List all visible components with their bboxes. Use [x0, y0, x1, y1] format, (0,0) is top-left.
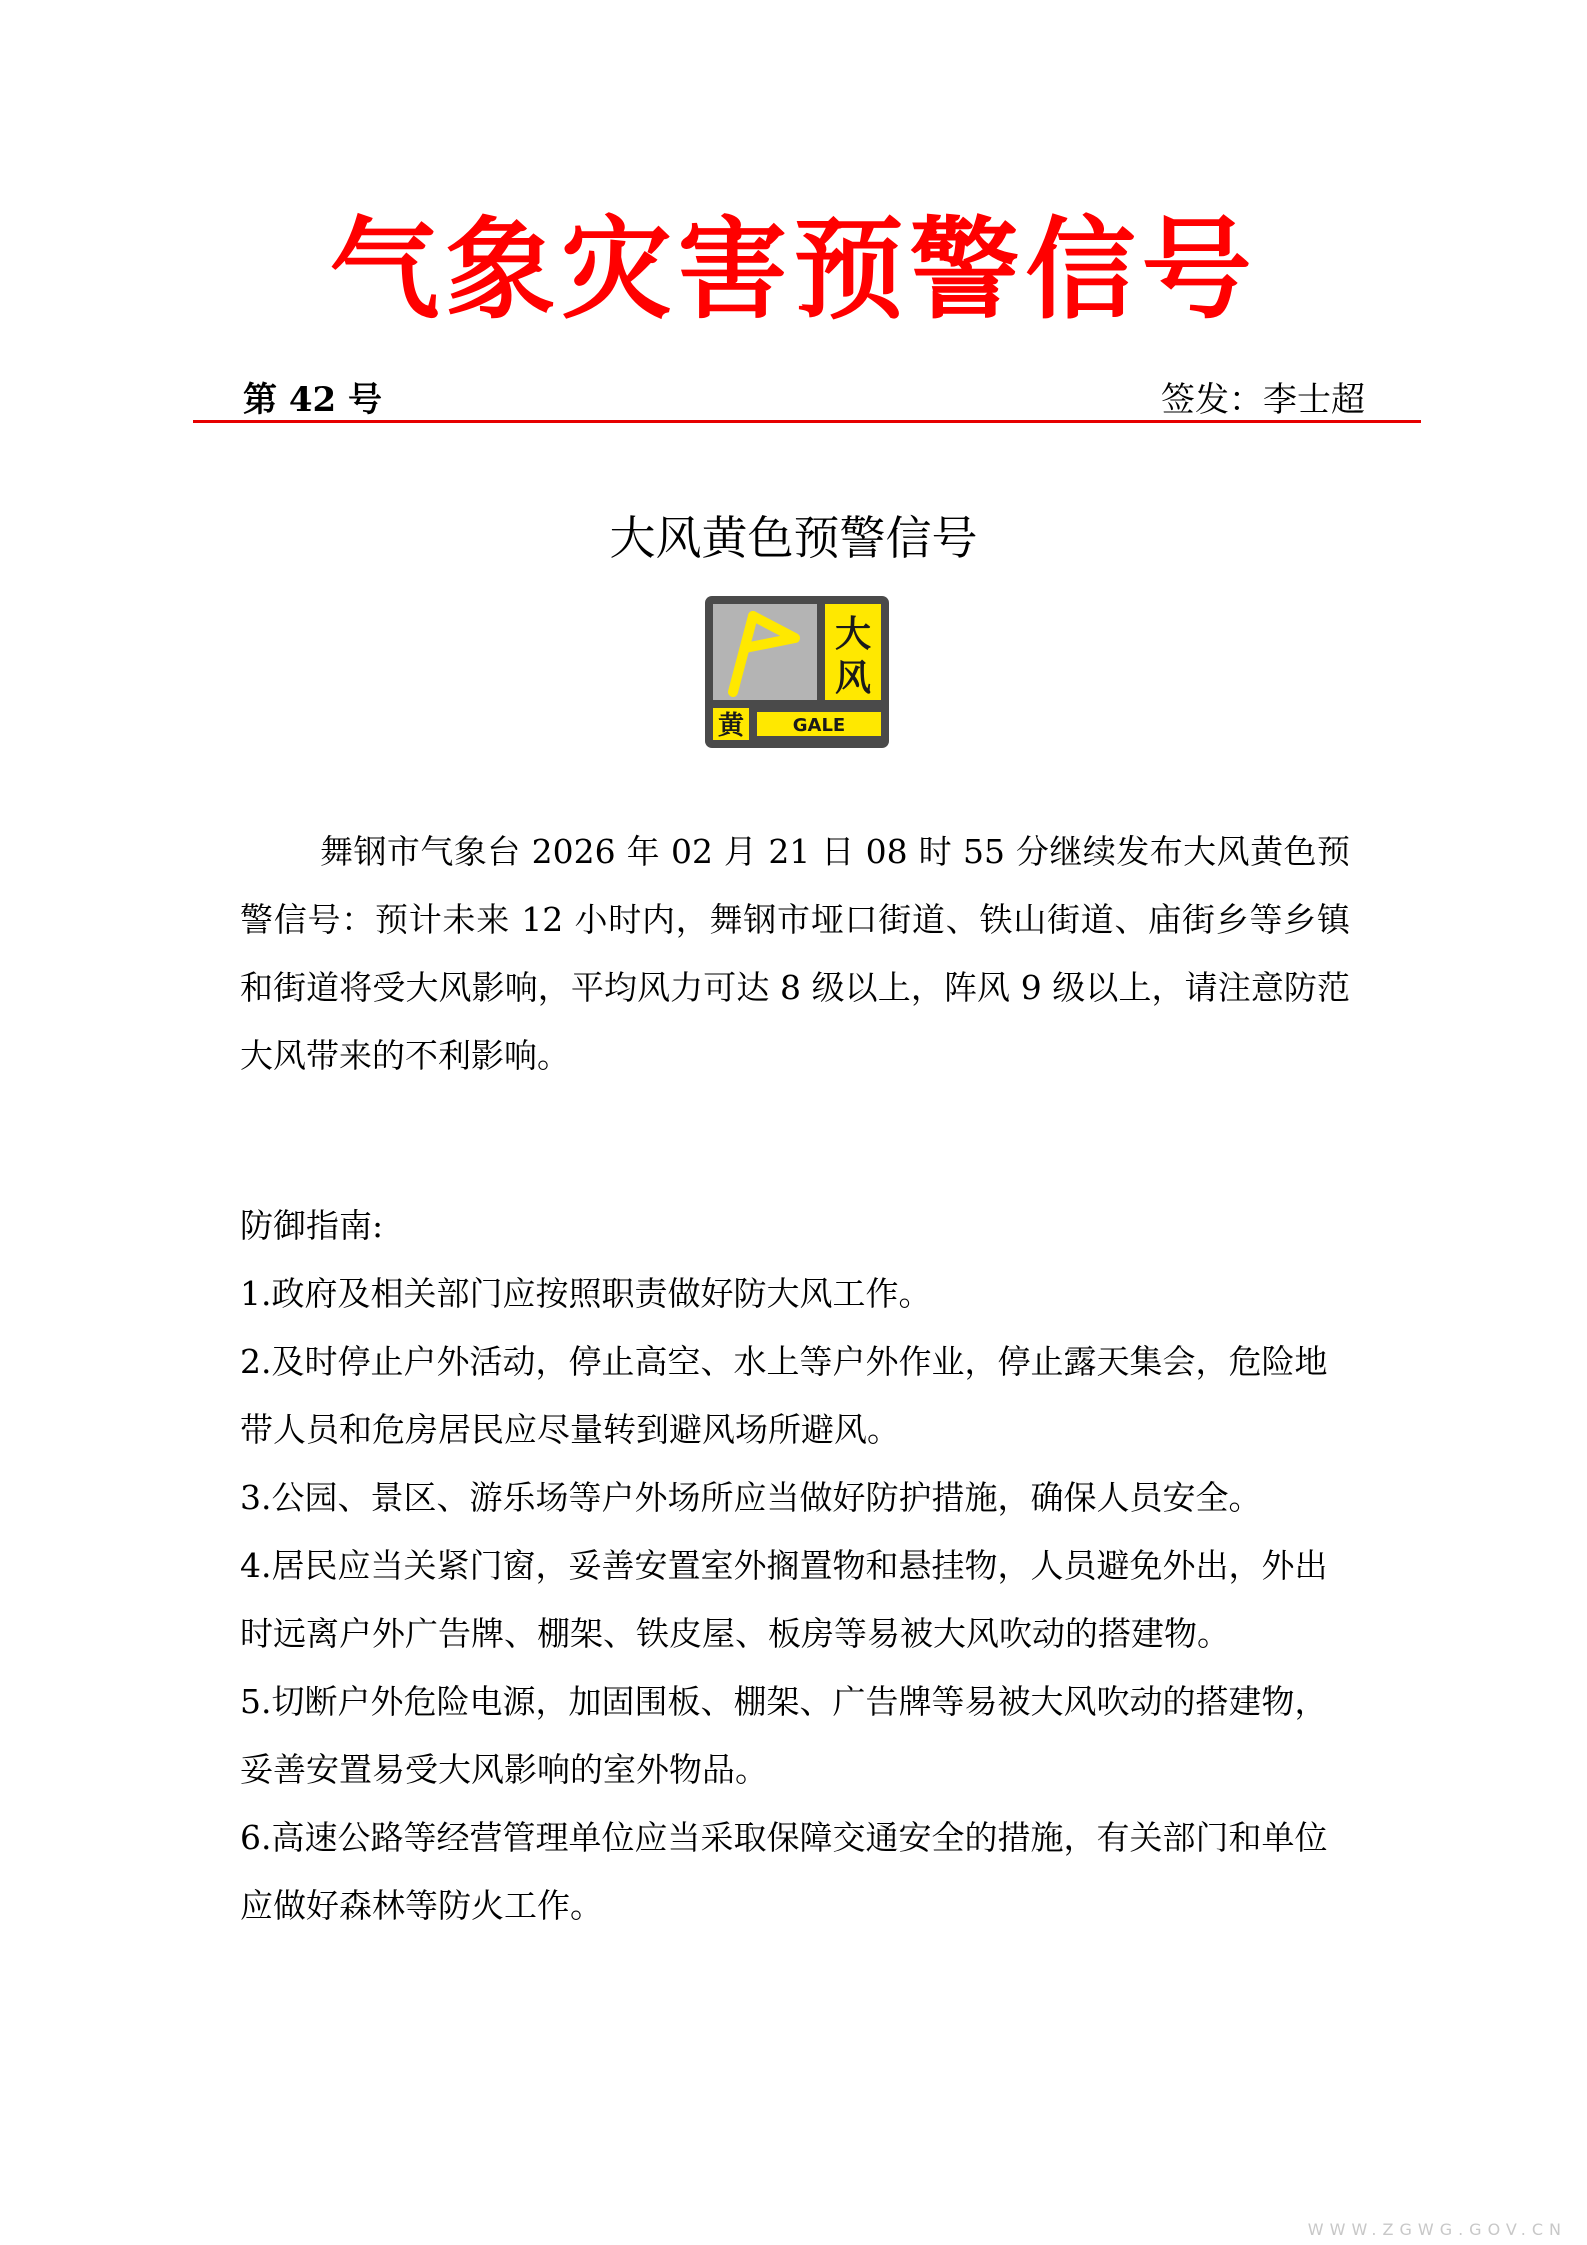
- guide-title: 防御指南:: [240, 1206, 384, 1245]
- gale-yellow-warning-icon: [703, 594, 891, 750]
- issue-number: 第 42 号: [243, 380, 382, 420]
- document-body: [240, 818, 1350, 1940]
- guide-item: 6.高速公路等经营管理单位应当采取保障交通安全的措施，有关部门和单位应做好森林等防火工作。: [240, 1818, 1328, 1925]
- issuer-signature: 签发：李士超: [1161, 380, 1365, 420]
- intro-paragraph: 舞钢市气象台 2026 年 02 月 21 日 08 时 55 分继续发布大风黄色预警信号：预计未来 12 小时内，舞钢市垭口街道、铁山街道、庙街乡等乡镇和街道将受大风影响，平均风力可达 8 级以上，阵风 9 级以上，请注意防范大风带来的不利影响。: [240, 832, 1350, 1075]
- guide-item: 5.切断户外危险电源，加固围板、棚架、广告牌等易被大风吹动的搭建物，妥善安置易受大风影响的室外物品。: [240, 1682, 1328, 1789]
- page-title: 气象灾害预警信号: [329, 206, 1258, 334]
- icon-char-feng: 风: [834, 658, 872, 699]
- icon-char-da: 大: [834, 614, 872, 655]
- icon-english-label: GALE: [792, 715, 846, 736]
- guide-item: 2.及时停止户外活动，停止高空、水上等户外作业，停止露天集会，危险地带人员和危房居民应尽量转到避风场所避风。: [240, 1342, 1328, 1449]
- paragraph-spacer: [240, 1090, 1350, 1192]
- guide-item: 4.居民应当关紧门窗，妥善安置室外搁置物和悬挂物，人员避免外出，外出时远离户外广告牌、棚架、铁皮屋、板房等易被大风吹动的搭建物。: [240, 1546, 1328, 1653]
- document-heading: 大风黄色预警信号: [609, 511, 978, 565]
- header-divider: [193, 420, 1421, 423]
- guide-item: 1.政府及相关部门应按照职责做好防大风工作。: [240, 1274, 932, 1313]
- icon-level-char: 黄: [717, 711, 745, 741]
- site-watermark: WWW.ZGWG.GOV.CN: [1307, 2220, 1567, 2239]
- guide-item: 3.公园、景区、游乐场等户外场所应当做好防护措施，确保人员安全。: [240, 1478, 1262, 1517]
